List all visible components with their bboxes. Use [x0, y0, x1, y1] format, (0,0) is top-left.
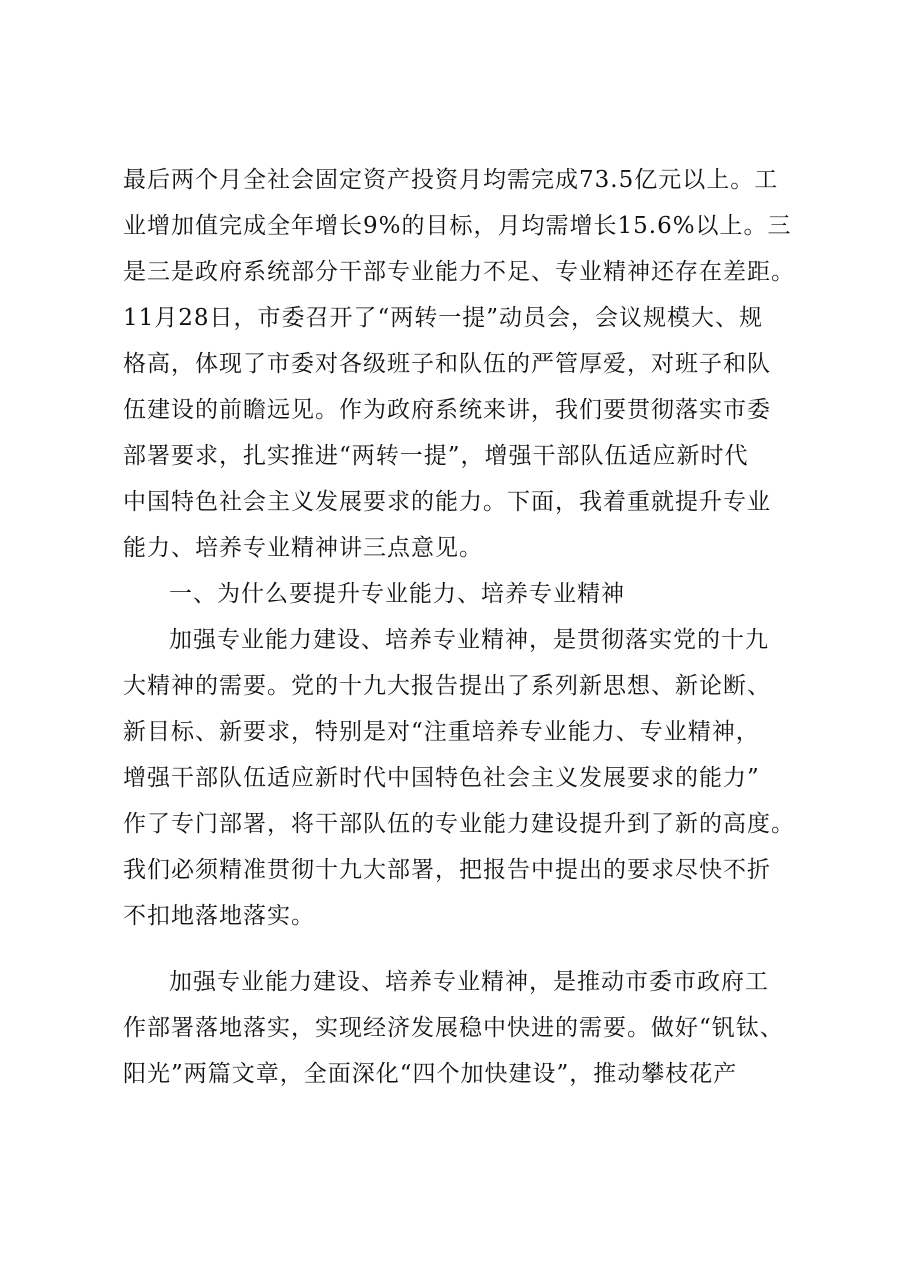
text-line: 部署要求，扎实推进“两转一提”，增强干部队伍适应新时代 — [123, 443, 749, 469]
text-line: 业增加值完成全年增长9%的目标，月均需增长15.6%以上。三 — [123, 213, 792, 239]
text-line: 作了专门部署，将干部队伍的专业能力建设提升到了新的高度。 — [123, 811, 795, 837]
text-line: 不扣地落地落实。 — [123, 903, 315, 929]
section-heading: 一、为什么要提升专业能力、培养专业精神 — [169, 581, 625, 607]
document-body — [123, 157, 823, 1097]
text-line: 增强干部队伍适应新时代中国特色社会主义发展要求的能力” — [123, 765, 760, 791]
text-line: 作部署落地落实，实现经济发展稳中快进的需要。做好“钒钛、 — [123, 1015, 784, 1041]
paragraph-first-line: 加强专业能力建设、培养专业精神，是贯彻落实党的十九 — [169, 627, 769, 653]
paragraph-first-line: 加强专业能力建设、培养专业精神，是推动市委市政府工 — [169, 969, 769, 995]
text-line: 我们必须精准贯彻十九大部署，把报告中提出的要求尽快不折 — [123, 857, 771, 883]
text-line: 是三是政府系统部分干部专业能力不足、专业精神还存在差距。 — [123, 259, 795, 285]
text-line: 11月28日，市委召开了“两转一提”动员会，会议规模大、规 — [123, 305, 764, 331]
text-line: 中国特色社会主义发展要求的能力。下面，我着重就提升专业 — [123, 489, 771, 515]
text-line: 格高，体现了市委对各级班子和队伍的严管厚爱，对班子和队 — [123, 351, 771, 377]
paragraph-gap — [123, 939, 823, 959]
text-line: 能力、培养专业精神讲三点意见。 — [123, 535, 483, 561]
text-line: 伍建设的前瞻远见。作为政府系统来讲，我们要贯彻落实市委 — [123, 397, 771, 423]
text-line: 新目标、新要求，特别是对“注重培养专业能力、专业精神， — [123, 719, 760, 745]
text-line: 阳光”两篇文章，全面深化“四个加快建设”，推动攀枝花产 — [123, 1061, 738, 1087]
text-line: 最后两个月全社会固定资产投资月均需完成73.5亿元以上。工 — [123, 167, 779, 193]
text-line: 大精神的需要。党的十九大报告提出了系列新思想、新论断、 — [123, 673, 771, 699]
